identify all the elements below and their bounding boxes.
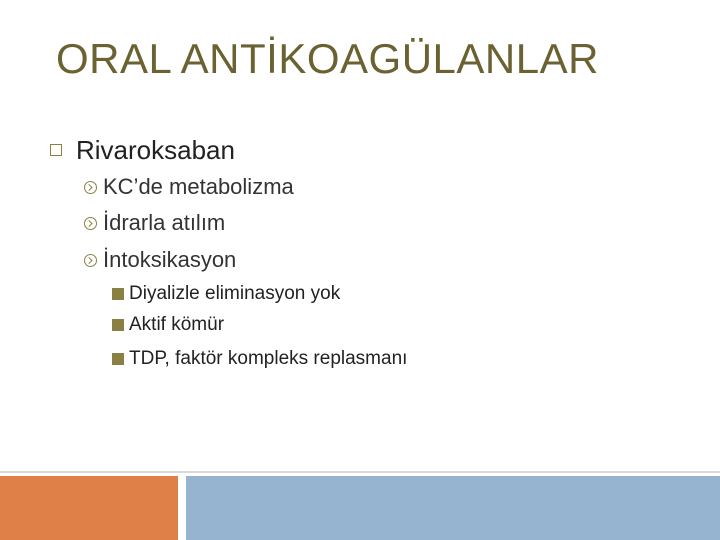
solid-square-bullet-icon xyxy=(112,353,124,365)
square-bullet-icon xyxy=(50,144,62,156)
bullet-text: İntoksikasyon xyxy=(103,247,237,272)
bullet-level3-item xyxy=(112,281,340,307)
bullet-level1-rivaroksaban xyxy=(50,133,235,167)
circled-chevron-bullet-icon xyxy=(84,254,97,267)
circled-chevron-bullet-icon xyxy=(84,181,97,194)
bullet-text: KC’de metabolizma xyxy=(103,174,294,199)
bullet-text: Rivaroksaban xyxy=(76,134,235,165)
bullet-text: İdrarla atılım xyxy=(103,210,226,235)
bullet-level2-item xyxy=(84,172,294,202)
circled-chevron-bullet-icon xyxy=(84,217,97,230)
bullet-text: Diyalizle eliminasyon yok xyxy=(129,283,341,304)
solid-square-bullet-icon xyxy=(112,288,124,300)
slide-title: ORAL ANTİKOAGÜLANLAR xyxy=(56,35,599,82)
bullet-level3-item xyxy=(112,346,407,372)
bullet-text: Aktif kömür xyxy=(129,314,225,335)
bullet-text: TDP, faktör kompleks replasmanı xyxy=(129,348,408,369)
solid-square-bullet-icon xyxy=(112,319,124,331)
footer-divider xyxy=(0,471,720,473)
bullet-level3-item xyxy=(112,312,224,338)
bullet-level2-item xyxy=(84,208,225,238)
footer-accent-blue xyxy=(186,476,720,540)
bullet-level2-item xyxy=(84,245,236,275)
footer-accent-orange xyxy=(0,476,178,540)
